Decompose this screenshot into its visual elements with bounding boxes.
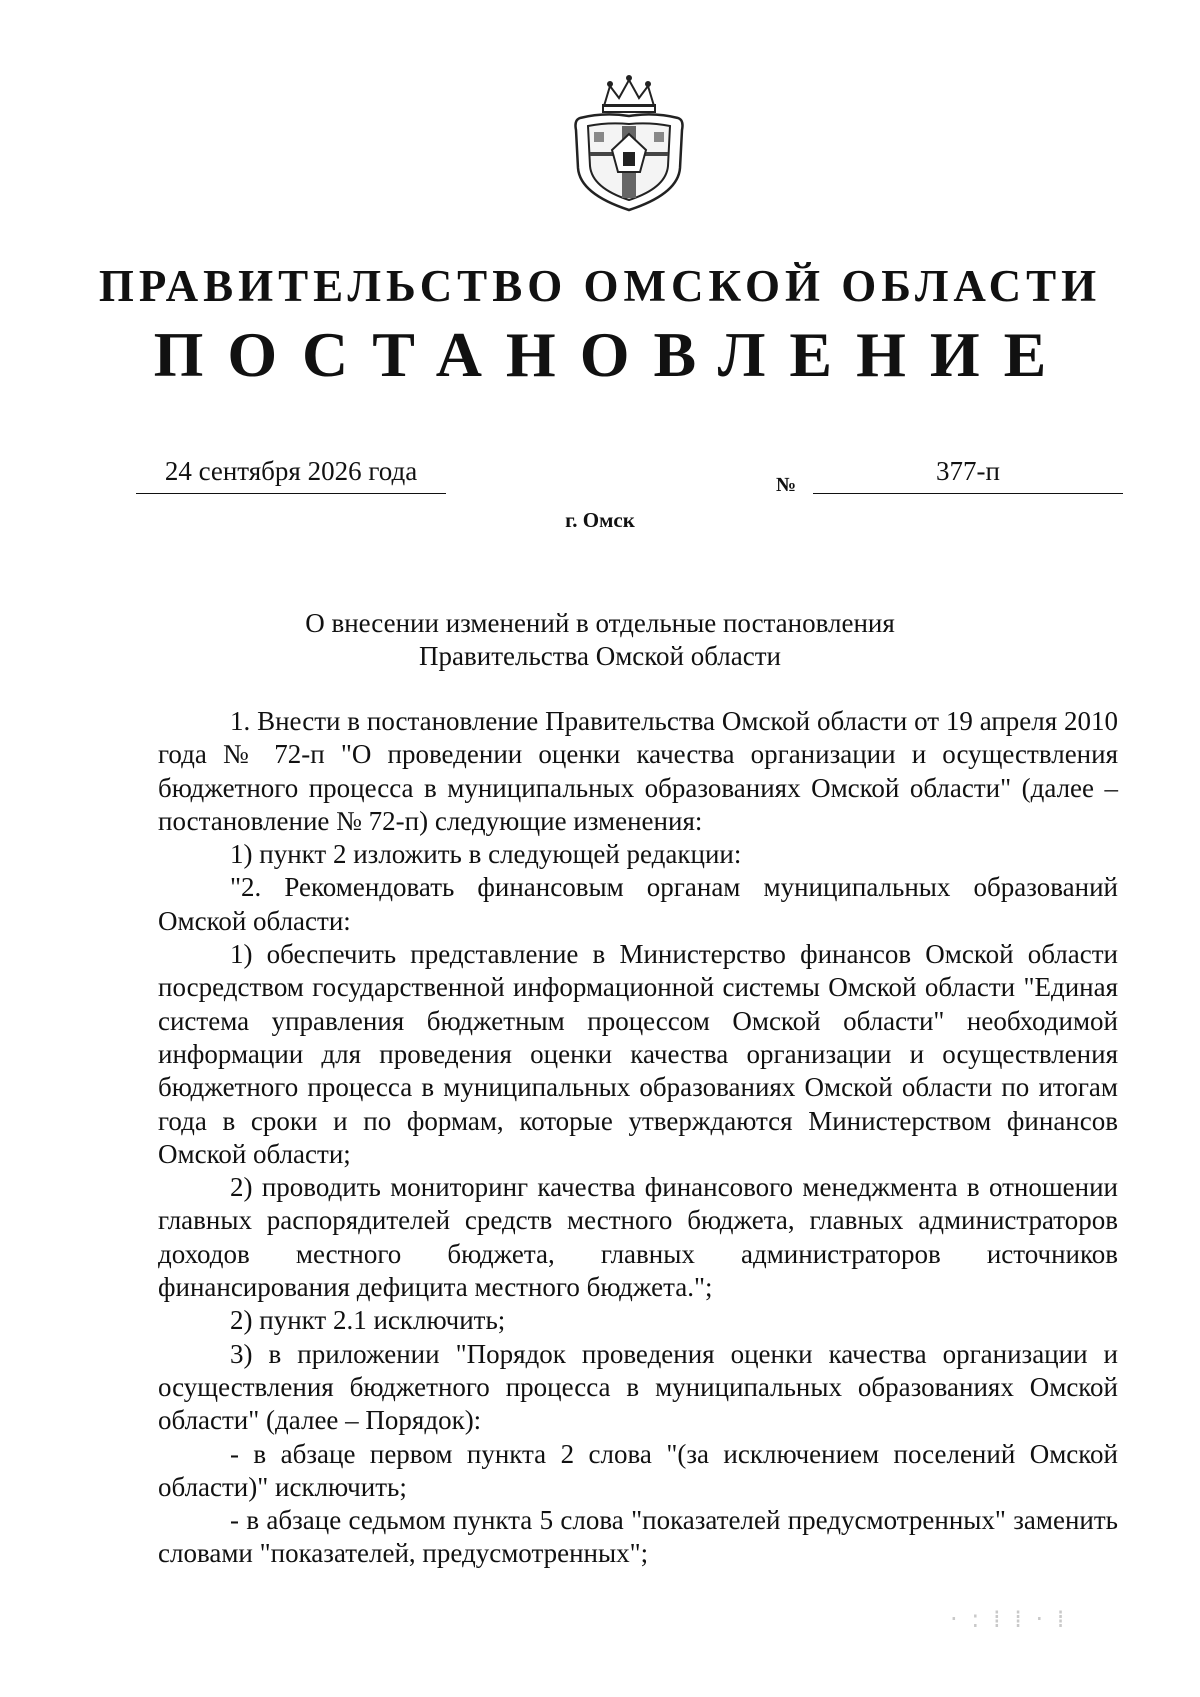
paragraph-6: 2) пункт 2.1 исключить; [230,1305,506,1336]
number-sign: № [776,474,797,496]
coat-of-arms-icon [570,72,688,214]
document-number: 377-п [813,456,1123,494]
document-date: 24 сентября 2026 года [136,456,446,494]
paragraph-1: 1. Внести в постановление Правительства Омской области от 19 апреля 2010 года № 72-п "О проведении оценки качества организации и осуществления бюджетного процесса в муниципальных образованиях Омской области" (далее – постановление № 72-п) следующие изменения: [158,706,1118,836]
document-type: ПОСТАНОВЛЕНИЕ [153,319,1071,390]
paragraph-2: 1) пункт 2 изложить в следующей редакции: [230,839,742,870]
paragraph-4: 1) обеспечить представление в Министерство финансов Омской области посредством государственной информационной системы Омской области "Единая система управления бюджетным процессом Омской области" необходимой информации для проведения оценки качества организации и осуществления бюджетного процесса в муниципальных образованиях Омской области по итогам года в сроки и по формам, которые утверждаются Министерством финансов Омской области; [158,939,1118,1169]
paragraph-8: - в абзаце первом пункта 2 слова "(за исключением поселений Омской области)" исключить; [158,1438,1118,1502]
document-city: г. Омск [565,508,635,532]
document-body [158,705,1118,1571]
paragraph-5: 2) проводить мониторинг качества финансового менеджмента в отношении главных распорядителей средств местного бюджета, главных администраторов доходов местного бюджета, главных администраторов источников финансирования дефицита местного бюджета."; [158,1172,1118,1303]
paragraph-7: 3) в приложении "Порядок проведения оценки качества организации и осуществления бюджетного процесса в муниципальных образованиях Омской области" (далее – Порядок): [158,1338,1118,1436]
document-title-line-1: О внесении изменений в отдельные постановления [305,608,895,638]
paragraph-3: "2. Рекомендовать финансовым органам муниципальных образований Омской области: [158,872,1118,936]
paragraph-9: - в абзаце седьмом пункта 5 слова "показателей предусмотренных" заменить словами "показателей, предусмотренных"; [158,1505,1118,1569]
document-title [0,607,1200,673]
faint-stamp-mark: · : ⁞ ⁞ · ⁞ [950,1605,1068,1633]
document-title-line-2: Правительства Омской области [419,641,781,671]
government-name: ПРАВИТЕЛЬСТВО ОМСКОЙ ОБЛАСТИ [98,261,1102,311]
